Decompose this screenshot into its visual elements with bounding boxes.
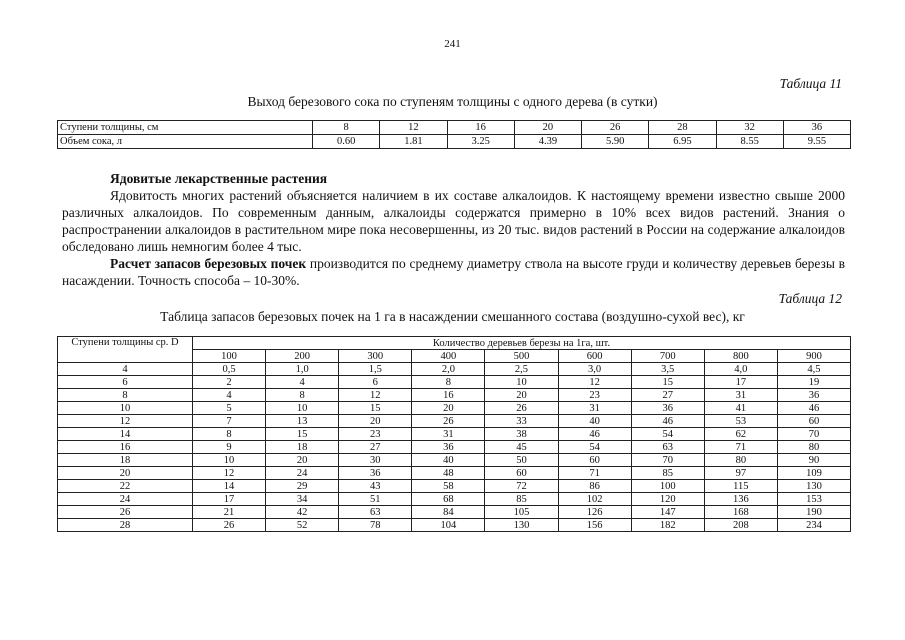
table12-cell: 2	[193, 376, 266, 389]
table12	[57, 336, 851, 532]
table12-row-header: 24	[58, 493, 193, 506]
table11-cell: 20	[514, 121, 581, 135]
table12-cell: 4,5	[777, 363, 850, 376]
table12-cell: 51	[339, 493, 412, 506]
table12-cell: 86	[558, 480, 631, 493]
table12-cell: 40	[412, 454, 485, 467]
table12-cell: 29	[266, 480, 339, 493]
table11	[57, 120, 851, 149]
table12-cell: 42	[266, 506, 339, 519]
table12-cell: 20	[412, 402, 485, 415]
table12-cell: 31	[558, 402, 631, 415]
table12-cell: 2,5	[485, 363, 558, 376]
table12-cell: 85	[485, 493, 558, 506]
table12-cell: 23	[558, 389, 631, 402]
table11-cell: 8.55	[716, 135, 783, 149]
table12-cell: 36	[631, 402, 704, 415]
table12-cell: 24	[266, 467, 339, 480]
table12-title: Таблица запасов березовых почек на 1 га в насаждении смешанного состава (воздушно-сухой вес), кг	[160, 309, 745, 324]
table12-cell: 70	[631, 454, 704, 467]
table12-cell: 60	[485, 467, 558, 480]
table12-cell: 126	[558, 506, 631, 519]
table12-cell: 9	[193, 441, 266, 454]
table12-cell: 46	[558, 428, 631, 441]
table12-cell: 70	[777, 428, 850, 441]
table12-cell: 72	[485, 480, 558, 493]
table12-cell: 105	[485, 506, 558, 519]
table12-cell: 8	[266, 389, 339, 402]
table11-cell: 32	[716, 121, 783, 135]
table12-cell: 90	[777, 454, 850, 467]
table12-cell: 20	[485, 389, 558, 402]
table12-row-header: 20	[58, 467, 193, 480]
table12-row	[58, 402, 851, 415]
table12-row	[58, 454, 851, 467]
table12-cell: 2,0	[412, 363, 485, 376]
table12-cell: 8	[412, 376, 485, 389]
table12-cell: 45	[485, 441, 558, 454]
table11-title: Выход березового сока по ступеням толщины с одного дерева (в сутки)	[247, 94, 658, 109]
table12-cell: 54	[558, 441, 631, 454]
table12-column-header: 900	[777, 350, 850, 363]
table12-row-header: 10	[58, 402, 193, 415]
table12-row-header: 22	[58, 480, 193, 493]
table12-cell: 4	[266, 376, 339, 389]
table11-cell: 8	[313, 121, 380, 135]
table12-row	[58, 506, 851, 519]
table12-header-row	[58, 337, 851, 350]
table12-cell: 7	[193, 415, 266, 428]
table12-column-header: 300	[339, 350, 412, 363]
table12-cell: 13	[266, 415, 339, 428]
table12-cell: 36	[412, 441, 485, 454]
table12-cell: 15	[339, 402, 412, 415]
table12-column-header: 600	[558, 350, 631, 363]
table12-cell: 31	[704, 389, 777, 402]
table11-cell: 26	[582, 121, 649, 135]
table12-column-header: 500	[485, 350, 558, 363]
table12-cell: 12	[193, 467, 266, 480]
table12-row	[58, 363, 851, 376]
table12-cell: 15	[631, 376, 704, 389]
table12-row	[58, 519, 851, 532]
table12-cell: 115	[704, 480, 777, 493]
table12-cell: 17	[193, 493, 266, 506]
table12-cell: 52	[266, 519, 339, 532]
table11-cell: 12	[380, 121, 447, 135]
table12-row	[58, 480, 851, 493]
table11-cell: 1.81	[380, 135, 447, 149]
table12-row-header: 16	[58, 441, 193, 454]
table12-cell: 130	[485, 519, 558, 532]
table12-cell: 15	[266, 428, 339, 441]
table12-cell: 100	[631, 480, 704, 493]
table12-cell: 80	[777, 441, 850, 454]
table12-cell: 97	[704, 467, 777, 480]
table12-cell: 16	[412, 389, 485, 402]
table12-cell: 3,0	[558, 363, 631, 376]
table12-cell: 20	[266, 454, 339, 467]
table12-cell: 62	[704, 428, 777, 441]
table12-cell: 36	[339, 467, 412, 480]
table12-cell: 68	[412, 493, 485, 506]
table12-cell: 84	[412, 506, 485, 519]
table12-cell: 63	[631, 441, 704, 454]
table12-cell: 156	[558, 519, 631, 532]
table12-cell: 109	[777, 467, 850, 480]
table12-cell: 36	[777, 389, 850, 402]
table12-column-header: 200	[266, 350, 339, 363]
table12-cell: 10	[485, 376, 558, 389]
table11-cell: 28	[649, 121, 716, 135]
table12-cell: 85	[631, 467, 704, 480]
table12-group-header: Количество деревьев березы на 1га, шт.	[193, 337, 851, 350]
table12-cell: 130	[777, 480, 850, 493]
table12-row	[58, 415, 851, 428]
table12-label: Таблица 12	[778, 291, 842, 306]
table12-cell: 19	[777, 376, 850, 389]
table12-cell: 23	[339, 428, 412, 441]
table12-row-header: 14	[58, 428, 193, 441]
table12-cell: 182	[631, 519, 704, 532]
table12-row-header: 26	[58, 506, 193, 519]
table12-cell: 60	[558, 454, 631, 467]
table12-row-header: 12	[58, 415, 193, 428]
table12-cell: 26	[412, 415, 485, 428]
body-text	[62, 170, 845, 289]
table11-cell: 9.55	[783, 135, 850, 149]
table12-cell: 120	[631, 493, 704, 506]
paragraph-birch-buds-text: производится по среднему диаметру ствола на высоте груди и количеству деревьев березы в насаждении. Точность способа – 10-30%.	[62, 256, 845, 288]
table12-cell: 43	[339, 480, 412, 493]
paragraph-alkaloids: Ядовитость многих растений объясняется наличием в их составе алкалоидов. К настоящему времени известно свыше 2000 различных алкалоидов. По современным данным, алкалоиды содержатся примерно в 10% всех видов растений. Знания о распространении алкалоидов в растительном мире пока несовершенны, из 20 тыс. видов растений в России на содержание алкалоидов обследовано лишь немногим более 4 тыс.	[62, 188, 845, 254]
table12-cell: 102	[558, 493, 631, 506]
paragraph-birch-buds-lead: Расчет запасов березовых почек	[110, 256, 307, 271]
table11-row1-label: Ступени толщины, см	[58, 121, 313, 135]
table12-cell: 4,0	[704, 363, 777, 376]
table12-cell: 17	[704, 376, 777, 389]
table11-cell: 16	[447, 121, 514, 135]
table12-cell: 31	[412, 428, 485, 441]
table12-cell: 21	[193, 506, 266, 519]
table12-cell: 54	[631, 428, 704, 441]
table11-label: Таблица 11	[779, 76, 842, 91]
table12-cell: 234	[777, 519, 850, 532]
table12-cell: 41	[704, 402, 777, 415]
table11-cell: 36	[783, 121, 850, 135]
table12-cell: 40	[558, 415, 631, 428]
table12-cell: 34	[266, 493, 339, 506]
table12-row-header: 6	[58, 376, 193, 389]
table12-cell: 153	[777, 493, 850, 506]
table12-cell: 10	[266, 402, 339, 415]
table12-cell: 33	[485, 415, 558, 428]
table12-cell: 26	[193, 519, 266, 532]
table12-row-header: 28	[58, 519, 193, 532]
table12-cell: 5	[193, 402, 266, 415]
table12-cell: 104	[412, 519, 485, 532]
table12-cell: 50	[485, 454, 558, 467]
table12-cell: 10	[193, 454, 266, 467]
table12-column-header: 700	[631, 350, 704, 363]
table12-cell: 20	[339, 415, 412, 428]
table11-row-volume	[58, 135, 851, 149]
table11-cell: 6.95	[649, 135, 716, 149]
table11-row-thickness	[58, 121, 851, 135]
table12-row	[58, 493, 851, 506]
table12-column-header: 800	[704, 350, 777, 363]
table12-cell: 1,0	[266, 363, 339, 376]
table12-cell: 53	[704, 415, 777, 428]
table12-column-header: 100	[193, 350, 266, 363]
table12-cell: 46	[777, 402, 850, 415]
table12-cell: 30	[339, 454, 412, 467]
table12-row-header: 4	[58, 363, 193, 376]
table12-cell: 27	[339, 441, 412, 454]
table12-cell: 46	[631, 415, 704, 428]
table12-cell: 168	[704, 506, 777, 519]
table12-cell: 38	[485, 428, 558, 441]
table11-cell: 0.60	[313, 135, 380, 149]
table11-cell: 3.25	[447, 135, 514, 149]
table12-cell: 136	[704, 493, 777, 506]
table12-cell: 190	[777, 506, 850, 519]
table12-cell: 48	[412, 467, 485, 480]
table12-cell: 80	[704, 454, 777, 467]
table12-cell: 12	[558, 376, 631, 389]
table11-row2-label: Объем сока, л	[58, 135, 313, 149]
table12-cell: 6	[339, 376, 412, 389]
table12-cell: 58	[412, 480, 485, 493]
table12-cell: 147	[631, 506, 704, 519]
table12-cell: 71	[558, 467, 631, 480]
table12-cell: 8	[193, 428, 266, 441]
table12-cell: 3,5	[631, 363, 704, 376]
table12-cell: 12	[339, 389, 412, 402]
paragraph-birch-buds	[62, 255, 845, 289]
page-number: 241	[444, 38, 461, 50]
table12-body	[58, 337, 851, 532]
table12-cell: 71	[704, 441, 777, 454]
table12-cell: 18	[266, 441, 339, 454]
table12-cell: 0,5	[193, 363, 266, 376]
table12-row	[58, 428, 851, 441]
table12-cell: 1,5	[339, 363, 412, 376]
table12-cell: 78	[339, 519, 412, 532]
table11-cell: 5.90	[582, 135, 649, 149]
table12-cell: 4	[193, 389, 266, 402]
table12-column-header: 400	[412, 350, 485, 363]
table12-row	[58, 441, 851, 454]
table12-row-header: 8	[58, 389, 193, 402]
table12-cell: 14	[193, 480, 266, 493]
table12-row	[58, 467, 851, 480]
table12-cell: 208	[704, 519, 777, 532]
table12-corner-header: Ступени толщины ср. D	[58, 337, 193, 363]
table12-row	[58, 389, 851, 402]
section-heading: Ядовитые лекарственные растения	[110, 171, 328, 186]
table12-cell: 60	[777, 415, 850, 428]
table11-cell: 4.39	[514, 135, 581, 149]
table12-row	[58, 376, 851, 389]
table12-cell: 26	[485, 402, 558, 415]
table12-row-header: 18	[58, 454, 193, 467]
table12-cell: 27	[631, 389, 704, 402]
table12-cell: 63	[339, 506, 412, 519]
